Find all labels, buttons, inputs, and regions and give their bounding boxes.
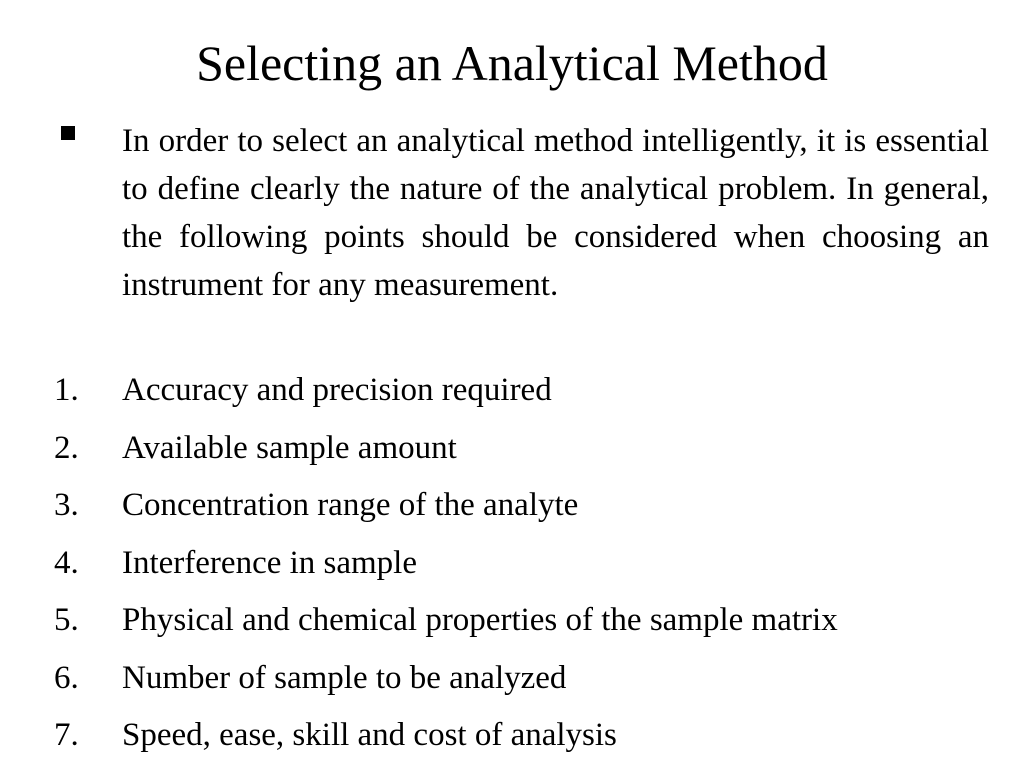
intro-paragraph: In order to select an analytical method intelligently, it is essential to define clearly the nature of the analytical problem. In general, the following points should be considered when choosing an instrument for any measurement. [122,123,989,303]
list-item-text: Available sample amount [122,429,457,466]
list-item [54,535,994,593]
list-item [54,707,994,765]
list-item-number: 4. [54,544,79,581]
square-bullet-icon [61,126,75,140]
considerations-list [54,362,994,765]
list-item-text: Physical and chemical properties of the sample matrix [122,602,838,638]
list-item-number: 7. [54,717,79,753]
list-item [54,592,994,650]
list-item-text: Concentration range of the analyte [122,487,579,523]
list-item-number: 6. [54,659,79,696]
list-item-text: Interference in sample [122,544,418,581]
slide-title: Selecting an Analytical Method [196,35,828,91]
list-item-text: Number of sample to be analyzed [122,659,567,696]
list-item-text: Speed, ease, skill and cost of analysis [122,717,617,753]
list-item-number: 3. [54,487,79,523]
list-item [54,650,994,708]
list-item [54,477,994,535]
list-item-text: Accuracy and precision required [122,372,552,408]
list-item [54,420,994,478]
list-item-number: 2. [54,429,79,466]
list-item [54,362,994,420]
list-item-number: 5. [54,602,79,638]
list-item-number: 1. [54,372,79,408]
